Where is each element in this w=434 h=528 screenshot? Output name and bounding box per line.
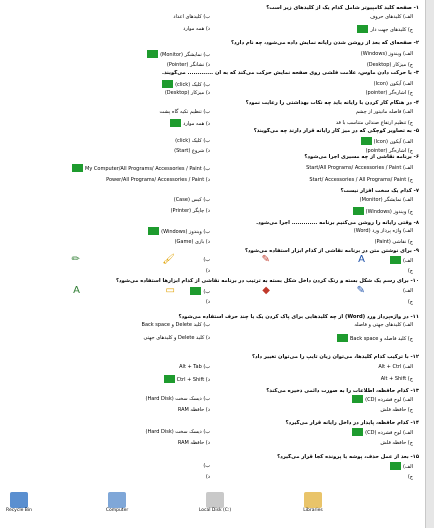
option-d[interactable] [178, 439, 210, 448]
option-label: الف) [402, 463, 413, 470]
option-a[interactable] [350, 428, 413, 437]
option-b[interactable] [203, 256, 210, 265]
answer-marker [190, 287, 201, 295]
option-label: ج) [407, 299, 413, 305]
question-text: ۱۳- کدام حافظه، اطلاعات را به صورت دائمی ذخیره می‌کند؟ [266, 388, 419, 394]
option-label: الف) لوح فشرده (CD) [365, 396, 413, 403]
option-label: الف) فاصله مانیتور از چشم [355, 109, 413, 115]
option-label: ج) کلیدهای جهت دار [370, 26, 413, 33]
option-a[interactable] [374, 80, 413, 89]
option-label: الف) کلیدهای حروف [370, 14, 413, 20]
answer-marker [72, 164, 83, 172]
question-text: ۳- با حرکت دادن ماوس، علامت فلشی روی صفحه نمایش حرکت می‌کند که به آن ............. می‌گویند. [161, 70, 419, 76]
option-c[interactable] [380, 406, 413, 415]
option-b[interactable] [142, 321, 210, 330]
option-c[interactable] [355, 25, 413, 34]
option-b[interactable] [145, 428, 210, 437]
question-text: ۴- در هنگام کار کردن با رایانه باید چه نکات بهداشتی را رعایت نمود؟ [245, 100, 419, 106]
answer-marker [361, 137, 372, 145]
option-a[interactable] [403, 287, 413, 296]
brush-icon: 🖌 [162, 254, 175, 265]
dock-label: Libraries [303, 508, 323, 513]
dock-label: Recycle Bin [6, 508, 32, 513]
option-c[interactable] [408, 298, 413, 307]
dock-label: Computer [105, 508, 129, 513]
option-label: د) حافظه RAM [177, 440, 210, 446]
option-label: د) Power/All Programs/ Accessories / Paint [106, 177, 210, 183]
option-d[interactable] [175, 238, 210, 247]
option-label: ب) My Computer/All Programs/ Accessories / Paint [85, 165, 210, 172]
answer-marker [352, 395, 363, 403]
option-label: ب) [203, 288, 210, 295]
option-b[interactable] [203, 462, 210, 471]
option-d[interactable] [206, 473, 210, 482]
option-b[interactable] [146, 227, 210, 236]
option-b[interactable] [160, 108, 210, 117]
question-text: ۱۲- با ترکیب کدام کلیدها، می‌توان زبان تایپ را می‌توان تغییر داد؟ [251, 354, 419, 360]
option-a[interactable] [388, 462, 413, 471]
option-label: د) میزکار (Desktop) [164, 90, 210, 96]
option-b[interactable] [188, 287, 210, 296]
option-a[interactable] [350, 395, 413, 404]
option-label: الف) Start/All Programs/ Accessories / Paint [306, 165, 413, 171]
option-label: ب) کلیک (click) [175, 81, 210, 88]
option-label: د) همه موارد [183, 120, 210, 127]
question-text: ۵- به تصاویر کوچکی که در میز کار رایانه قرار دارند چه می‌گویند؟ [253, 128, 419, 134]
option-label: الف) نمایشگر (Monitor) [359, 197, 413, 203]
option-d[interactable] [206, 298, 210, 307]
answer-marker [164, 375, 175, 383]
option-label: ج) میزکار (Desktop) [366, 62, 413, 68]
answer-marker [337, 334, 348, 342]
question-text: ۶- برنامه نقاشی از چه مسیری اجرا می‌شود؟ [304, 154, 419, 160]
option-label: ب) کیس (Case) [173, 197, 210, 203]
option-label: د) چاپگر (Printer) [170, 208, 210, 214]
answer-marker [353, 207, 364, 215]
option-b[interactable] [160, 80, 210, 89]
option-c[interactable] [367, 61, 413, 70]
option-label: ج) Alt + Shift [380, 376, 413, 382]
dock-label: Local Disk (C:) [198, 508, 232, 513]
fill-icon: ✏ [71, 254, 80, 265]
option-label: ج) تنظیم ارتفاع صندلی متناسب با قد [335, 120, 413, 126]
option-label: د) [205, 299, 210, 305]
option-label: ب) Alt + Tab [179, 364, 210, 370]
option-label: الف) آیکون (Icon) [373, 81, 413, 87]
option-d[interactable] [106, 176, 210, 185]
option-b[interactable] [173, 13, 210, 22]
answer-marker [148, 227, 159, 235]
question-text: ۱۵- بعد از عمل حذف، پوشه یا پرونده کجا قرار می‌گیرد؟ [277, 454, 419, 460]
option-b[interactable] [174, 196, 210, 205]
option-label: ب) [203, 257, 210, 263]
option-a[interactable] [378, 363, 413, 372]
libraries-icon [295, 492, 331, 513]
option-c[interactable] [408, 473, 413, 482]
option-label: ج) اشاره‌گر (pointer) [365, 90, 413, 96]
option-label: ب) دیسک سخت (Hard Disk) [145, 396, 210, 402]
option-label: ج) اشاره‌گر (pointer) [365, 148, 413, 154]
question-text: ۲- صفحه‌ای که بعد از روشن شدن رایانه نمایش داده می‌شود، چه نام دارد؟ [231, 40, 419, 46]
answer-marker [147, 50, 158, 58]
option-label: ج) حافظه فلش [380, 407, 413, 413]
answer-marker [357, 25, 368, 33]
option-label: الف) واژه پرداز ورد (Word) [353, 228, 413, 234]
option-a[interactable] [388, 256, 413, 265]
fill-icon: A [73, 285, 80, 296]
option-label: ب) کلیک (click) [175, 138, 210, 144]
option-b[interactable] [145, 395, 210, 404]
text-tool-icon: ✎ [356, 285, 365, 296]
option-a[interactable] [370, 13, 413, 22]
option-d[interactable] [144, 334, 210, 343]
option-d[interactable] [183, 25, 210, 34]
question-text: ۱۰- برای رسم یک شکل بسته و رنگ کردن داخل شکل بسته به ترتیب در برنامه نقاشی از کدام ابزارها استفاده می‌شود؟ [115, 278, 419, 284]
option-b[interactable] [179, 363, 210, 372]
option-label: الف) [402, 288, 413, 294]
option-a[interactable] [356, 108, 413, 117]
pencil-icon: ✎ [261, 254, 270, 265]
option-label: ب) تنظیم تکیه گاه پشت [159, 109, 210, 115]
answer-marker [352, 428, 363, 436]
option-a[interactable] [359, 137, 413, 146]
option-label: ج) [407, 474, 413, 480]
option-label: الف) کلیدهای جهتی و فاصله [354, 322, 413, 328]
option-label: ج) نقاشی (Paint) [374, 239, 413, 245]
option-label: الف) [402, 257, 413, 264]
option-a[interactable] [360, 196, 413, 205]
option-label: ج) [407, 268, 413, 274]
option-d[interactable] [162, 375, 210, 384]
option-d[interactable] [171, 207, 210, 216]
option-c[interactable] [381, 375, 413, 384]
option-label: الف) لوح فشرده (CD) [365, 429, 413, 436]
option-label: د) Ctrl + Shift [176, 376, 210, 383]
computer-icon [99, 492, 135, 513]
pencil-icon: ◆ [262, 285, 270, 296]
recycle-bin-icon [1, 492, 37, 513]
text-tool-icon: A [358, 254, 365, 265]
option-label: د) [205, 474, 210, 480]
option-d[interactable] [178, 406, 210, 415]
answer-marker [390, 256, 401, 264]
option-label: ب) نمایشگر (Monitor) [160, 51, 210, 58]
option-label: الف) Alt + Ctrl [378, 364, 413, 370]
option-label: ب) ویندوز (Windows) [161, 228, 210, 235]
option-label: د) همه موارد [183, 26, 210, 32]
question-text: ۹- برای نوشتن متن در برنامه نقاشی از کدام ابزار استفاده می‌شود؟ [244, 248, 419, 254]
option-c[interactable] [351, 207, 413, 216]
answer-marker [390, 462, 401, 470]
option-c[interactable] [335, 334, 413, 343]
option-label: د) شروع (Start) [174, 148, 210, 154]
option-c[interactable] [309, 176, 413, 185]
option-label: ج) حافظه فلش [380, 440, 413, 446]
option-label: ج) Start/ Accessories / All Programs/ Paint [309, 177, 413, 183]
answer-marker [170, 119, 181, 127]
local-disk-icon [197, 492, 233, 513]
option-label: ب) دیسک سخت (Hard Disk) [145, 429, 210, 435]
option-label: ب) کلید Delete و Back space [141, 322, 210, 328]
option-b[interactable] [175, 137, 210, 146]
option-label: ج) ویندوز (Windows) [365, 208, 413, 215]
option-c[interactable] [375, 238, 413, 247]
question-text: ۱۱- در واژه‌پرداز ورد (Word) از چه کلیدهایی برای پاک کردن یک یا چند حرف استفاده می‌شود؟ [178, 314, 419, 320]
option-label: د) [205, 268, 210, 274]
question-text: ۸- وقتی رایانه را روشن می‌کنیم برنامه ............. اجرا می‌شود. [256, 220, 419, 226]
option-label: ج) کلید فاصله و Back space [349, 335, 413, 342]
option-label: د) نشانگر (Pointer) [166, 62, 210, 68]
option-a[interactable] [354, 321, 413, 330]
question-text: ۱- صفحه کلید کامپیوتر شامل کدام یک از کلیدهای زیر است؟ [266, 5, 419, 11]
option-d[interactable] [167, 61, 210, 70]
option-d[interactable] [168, 119, 210, 128]
option-d[interactable] [165, 89, 210, 98]
option-c[interactable] [336, 119, 413, 128]
option-label: د) حافظه RAM [177, 407, 210, 413]
option-a[interactable] [306, 164, 413, 173]
option-b[interactable] [145, 50, 210, 59]
option-label: ب) کلیدهای اعداد [173, 14, 210, 20]
option-a[interactable] [361, 50, 413, 59]
option-c[interactable] [380, 439, 413, 448]
option-d[interactable] [206, 267, 210, 276]
question-text: ۷- کدام یک سخت افزار نیست؟ [340, 188, 419, 194]
option-label: د) بازی (Game) [174, 239, 210, 245]
option-c[interactable] [366, 89, 413, 98]
option-a[interactable] [354, 227, 413, 236]
question-text: ۱۴- کدام حافظه، پایدار در داخل رایانه قرار می‌گیرد؟ [285, 420, 419, 426]
option-label: الف) ویندوز (Windows) [360, 51, 413, 57]
option-label: الف) آیکون (Icon) [373, 138, 413, 145]
option-c[interactable] [408, 267, 413, 276]
option-b[interactable] [70, 164, 210, 173]
option-label: ب) [203, 463, 210, 469]
option-label: د) کلید Delete و کلیدهای جهتی [143, 335, 210, 341]
brush-icon: ▭ [165, 285, 175, 296]
answer-marker [162, 80, 173, 88]
